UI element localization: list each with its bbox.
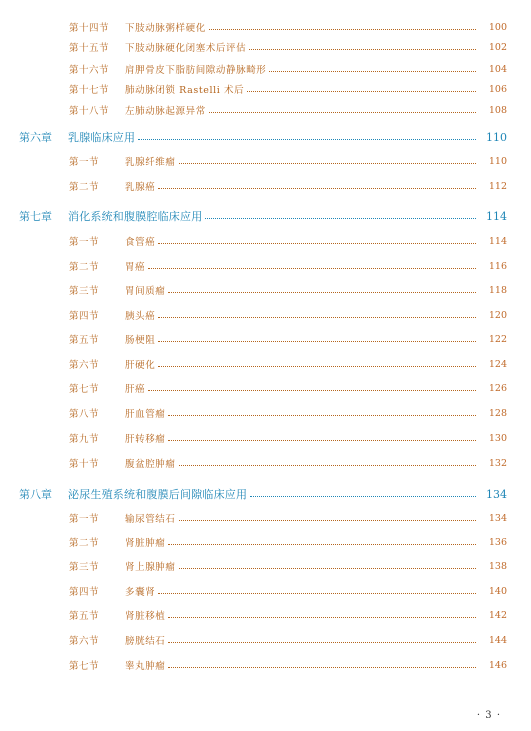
dot-leader <box>209 112 476 113</box>
section-title: 膀胱结石 <box>125 636 166 647</box>
section-label: 第八节 <box>69 409 100 420</box>
page-ref: 134 <box>486 487 507 501</box>
toc-section-row[interactable] <box>0 307 531 323</box>
page-ref: 134 <box>488 512 507 524</box>
chapter-label: 第六章 <box>19 131 52 144</box>
page-ref: 126 <box>488 382 507 394</box>
section-label: 第四节 <box>69 587 100 598</box>
section-label: 第十七节 <box>69 85 110 96</box>
dot-leader <box>148 268 476 269</box>
section-title: 乳腺纤维瘤 <box>125 157 176 168</box>
page-ref: 138 <box>488 560 507 572</box>
page-ref: 144 <box>488 634 507 646</box>
dot-leader <box>168 415 476 416</box>
dot-leader <box>148 390 476 391</box>
section-title: 睾丸肿瘤 <box>125 661 166 672</box>
toc-section-row[interactable] <box>0 657 531 673</box>
toc-chapter-row[interactable] <box>0 129 531 145</box>
section-title: 腹盆腔肿瘤 <box>125 459 176 470</box>
chapter-label: 第七章 <box>19 210 52 223</box>
toc-section-row[interactable] <box>0 632 531 648</box>
dot-leader <box>179 465 476 466</box>
section-title: 输尿管结石 <box>125 514 176 525</box>
section-title: 肝癌 <box>125 384 146 395</box>
dot-leader <box>250 496 476 497</box>
page-ref: 132 <box>488 457 507 469</box>
dot-leader <box>179 163 476 164</box>
section-title: 肾脏移植 <box>125 611 166 622</box>
section-title: 乳腺癌 <box>125 182 156 193</box>
page-ref: 114 <box>486 209 507 223</box>
chapter-title: 乳腺临床应用 <box>68 131 136 144</box>
section-label: 第六节 <box>69 636 100 647</box>
dot-leader <box>158 341 476 342</box>
section-title: 食管癌 <box>125 237 156 248</box>
toc-section-row[interactable] <box>0 380 531 396</box>
chapter-title: 消化系统和腹膜腔临床应用 <box>68 210 203 223</box>
page-ref: 136 <box>488 536 507 548</box>
section-label: 第二节 <box>69 538 100 549</box>
section-label: 第一节 <box>69 237 100 248</box>
toc-section-row[interactable] <box>0 39 531 55</box>
section-title: 胃间质瘤 <box>125 286 166 297</box>
page-number: · 3 · <box>476 710 501 721</box>
section-label: 第二节 <box>69 182 100 193</box>
section-title: 胰头癌 <box>125 311 156 322</box>
dot-leader <box>247 91 476 92</box>
section-title: 肝血管瘤 <box>125 409 166 420</box>
section-title: 下肢动脉硬化闭塞术后评估 <box>125 43 247 54</box>
dot-leader <box>158 593 476 594</box>
page-ref: 128 <box>488 407 507 419</box>
section-title: 肾脏肿瘤 <box>125 538 166 549</box>
toc-section-row[interactable] <box>0 331 531 347</box>
page-ref: 130 <box>488 432 507 444</box>
section-title: 左肺动脉起源异常 <box>125 106 206 117</box>
toc-section-row[interactable] <box>0 558 531 574</box>
toc-section-row[interactable] <box>0 233 531 249</box>
toc-section-row[interactable] <box>0 153 531 169</box>
section-title: 肾上腺肿瘤 <box>125 562 176 573</box>
section-label: 第十五节 <box>69 43 110 54</box>
dot-leader <box>168 440 476 441</box>
toc-section-row[interactable] <box>0 455 531 471</box>
toc-section-row[interactable] <box>0 178 531 194</box>
section-label: 第九节 <box>69 434 100 445</box>
toc-section-row[interactable] <box>0 583 531 599</box>
dot-leader <box>168 667 476 668</box>
dot-leader <box>168 544 476 545</box>
toc-section-row[interactable] <box>0 430 531 446</box>
dot-leader <box>158 317 476 318</box>
page-ref: 124 <box>488 358 507 370</box>
dot-leader <box>209 29 476 30</box>
toc-section-row[interactable] <box>0 61 531 77</box>
section-label: 第十六节 <box>69 65 110 76</box>
toc-section-row[interactable] <box>0 356 531 372</box>
page-ref: 104 <box>488 63 507 75</box>
dot-leader <box>158 366 476 367</box>
section-label: 第十八节 <box>69 106 110 117</box>
section-label: 第五节 <box>69 335 100 346</box>
section-title: 多囊肾 <box>125 587 156 598</box>
dot-leader <box>158 243 476 244</box>
section-title: 肝硬化 <box>125 360 156 371</box>
page-ref: 112 <box>488 180 507 192</box>
section-title: 下肢动脉粥样硬化 <box>125 23 206 34</box>
page-ref: 116 <box>488 260 507 272</box>
dot-leader <box>168 642 476 643</box>
toc-chapter-row[interactable] <box>0 486 531 502</box>
toc-section-row[interactable] <box>0 534 531 550</box>
toc-section-row[interactable] <box>0 282 531 298</box>
section-label: 第十四节 <box>69 23 110 34</box>
dot-leader <box>179 520 476 521</box>
section-title: 肠梗阻 <box>125 335 156 346</box>
toc-section-row[interactable] <box>0 102 531 118</box>
section-label: 第七节 <box>69 384 100 395</box>
toc-section-row[interactable] <box>0 81 531 97</box>
dot-leader <box>168 617 476 618</box>
page-ref: 142 <box>488 609 507 621</box>
dot-leader <box>269 71 476 72</box>
section-label: 第五节 <box>69 611 100 622</box>
page-ref: 122 <box>488 333 507 345</box>
section-title: 肝转移瘤 <box>125 434 166 445</box>
chapter-title: 泌尿生殖系统和腹膜后间隙临床应用 <box>68 488 248 501</box>
page-ref: 110 <box>488 155 507 167</box>
toc-section-row[interactable] <box>0 19 531 35</box>
section-label: 第三节 <box>69 562 100 573</box>
section-label: 第一节 <box>69 157 100 168</box>
dot-leader <box>179 568 476 569</box>
page-ref: 100 <box>488 21 507 33</box>
page-ref: 110 <box>486 130 507 144</box>
section-label: 第十节 <box>69 459 100 470</box>
toc-section-row[interactable] <box>0 258 531 274</box>
section-label: 第三节 <box>69 286 100 297</box>
toc-section-row[interactable] <box>0 510 531 526</box>
dot-leader <box>158 188 476 189</box>
page-ref: 120 <box>488 309 507 321</box>
toc-section-row[interactable] <box>0 607 531 623</box>
dot-leader <box>138 139 476 140</box>
chapter-label: 第八章 <box>19 488 52 501</box>
page-ref: 108 <box>488 104 507 116</box>
section-label: 第六节 <box>69 360 100 371</box>
page-ref: 140 <box>488 585 507 597</box>
page-ref: 114 <box>488 235 507 247</box>
page-ref: 102 <box>488 41 507 53</box>
page-ref: 146 <box>488 659 507 671</box>
section-label: 第四节 <box>69 311 100 322</box>
page-ref: 118 <box>488 284 507 296</box>
page-ref: 106 <box>488 83 507 95</box>
section-title: 肩胛骨皮下脂肪间隙动静脉畸形 <box>125 65 267 76</box>
dot-leader <box>205 218 476 219</box>
section-title: 胃癌 <box>125 262 146 273</box>
toc-section-row[interactable] <box>0 405 531 421</box>
toc-chapter-row[interactable] <box>0 208 531 224</box>
section-title: 肺动脉闭锁 Rastelli 术后 <box>125 85 245 96</box>
section-label: 第一节 <box>69 514 100 525</box>
section-label: 第七节 <box>69 661 100 672</box>
section-label: 第二节 <box>69 262 100 273</box>
dot-leader <box>168 292 476 293</box>
dot-leader <box>249 49 476 50</box>
